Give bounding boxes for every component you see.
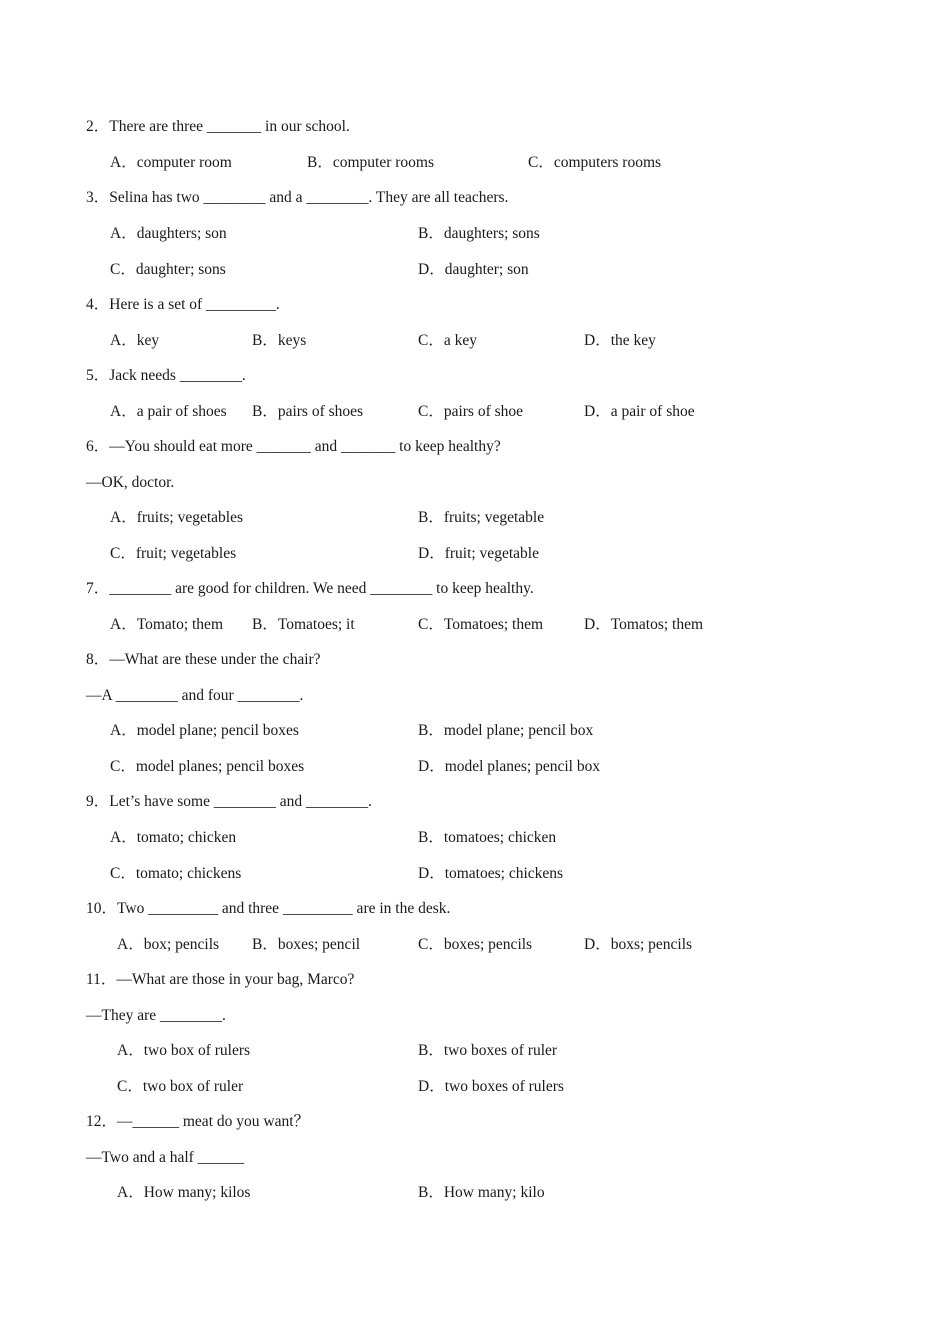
question-10-option-c: C．boxes; pencils: [418, 936, 533, 953]
question-11-reply: —They are ________.: [86, 1007, 226, 1024]
question-12-option-a: A．How many; kilos: [117, 1184, 251, 1201]
question-6-option-d: D．fruit; vegetable: [418, 545, 539, 562]
question-4-option-d: D．the key: [584, 332, 656, 349]
question-2-option-a: A．computer room: [110, 154, 232, 171]
question-6-option-a: A．fruits; vegetables: [110, 509, 244, 526]
question-5-option-a: A．a pair of shoes: [110, 403, 227, 420]
question-9-option-d: D．tomatoes; chickens: [418, 865, 564, 882]
question-8-option-b: B．model plane; pencil box: [418, 722, 594, 739]
question-2-option-b: B．computer rooms: [307, 154, 434, 171]
question-7-option-b: B．Tomatoes; it: [252, 616, 355, 633]
question-12-reply: —Two and a half ______: [86, 1149, 245, 1166]
question-11-option-c: C．two box of ruler: [117, 1078, 244, 1095]
question-11-option-a: A．two box of rulers: [117, 1042, 251, 1059]
question-5-option-c: C．pairs of shoe: [418, 403, 524, 420]
question-12-stem: 12．—______ meat do you want？: [86, 1113, 310, 1130]
question-9-option-a: A．tomato; chicken: [110, 829, 237, 846]
question-4-stem: 4．Here is a set of _________.: [86, 296, 280, 313]
question-11-stem: 11．—What are those in your bag, Marco?: [86, 971, 355, 988]
question-7-option-a: A．Tomato; them: [110, 616, 223, 633]
question-9-stem: 9．Let’s have some ________ and ________.: [86, 793, 372, 810]
question-10-option-d: D．boxs; pencils: [584, 936, 693, 953]
question-10-option-a: A．box; pencils: [117, 936, 220, 953]
question-8-option-c: C．model planes; pencil boxes: [110, 758, 305, 775]
question-6-stem: 6．—You should eat more _______ and _______ to keep healthy?: [86, 438, 501, 455]
question-8-option-d: D．model planes; pencil box: [418, 758, 601, 775]
question-5-stem: 5．Jack needs ________.: [86, 367, 246, 384]
question-3-stem: 3．Selina has two ________ and a ________. They are all teachers.: [86, 189, 509, 206]
question-7-option-d: D．Tomatos; them: [584, 616, 704, 633]
question-10-option-b: B．boxes; pencil: [252, 936, 361, 953]
question-3-option-a: A．daughters; son: [110, 225, 227, 242]
question-10-stem: 10．Two _________ and three _________ are in the desk.: [86, 900, 451, 917]
question-2-stem: 2．There are three _______ in our school.: [86, 118, 350, 135]
question-9-option-b: B．tomatoes; chicken: [418, 829, 557, 846]
question-2-option-c: C．computers rooms: [528, 154, 662, 171]
question-12-option-b: B．How many; kilo: [418, 1184, 545, 1201]
question-11-option-b: B．two boxes of ruler: [418, 1042, 558, 1059]
question-8-stem: 8．—What are these under the chair?: [86, 651, 321, 668]
question-6-option-b: B．fruits; vegetable: [418, 509, 545, 526]
question-5-option-b: B．pairs of shoes: [252, 403, 364, 420]
question-6-option-c: C．fruit; vegetables: [110, 545, 237, 562]
question-9-option-c: C．tomato; chickens: [110, 865, 242, 882]
question-4-option-b: B．keys: [252, 332, 307, 349]
question-5-option-d: D．a pair of shoe: [584, 403, 695, 420]
question-4-option-a: A．key: [110, 332, 160, 349]
question-6-reply: —OK, doctor.: [86, 474, 175, 491]
question-7-stem: 7．________ are good for children. We need ________ to keep healthy.: [86, 580, 534, 597]
question-7-option-c: C．Tomatoes; them: [418, 616, 544, 633]
question-8-reply: —A ________ and four ________.: [86, 687, 304, 704]
question-3-option-b: B．daughters; sons: [418, 225, 540, 242]
question-4-option-c: C．a key: [418, 332, 477, 349]
question-3-option-d: D．daughter; son: [418, 261, 529, 278]
question-3-option-c: C．daughter; sons: [110, 261, 226, 278]
question-11-option-d: D．two boxes of rulers: [418, 1078, 564, 1095]
question-8-option-a: A．model plane; pencil boxes: [110, 722, 299, 739]
